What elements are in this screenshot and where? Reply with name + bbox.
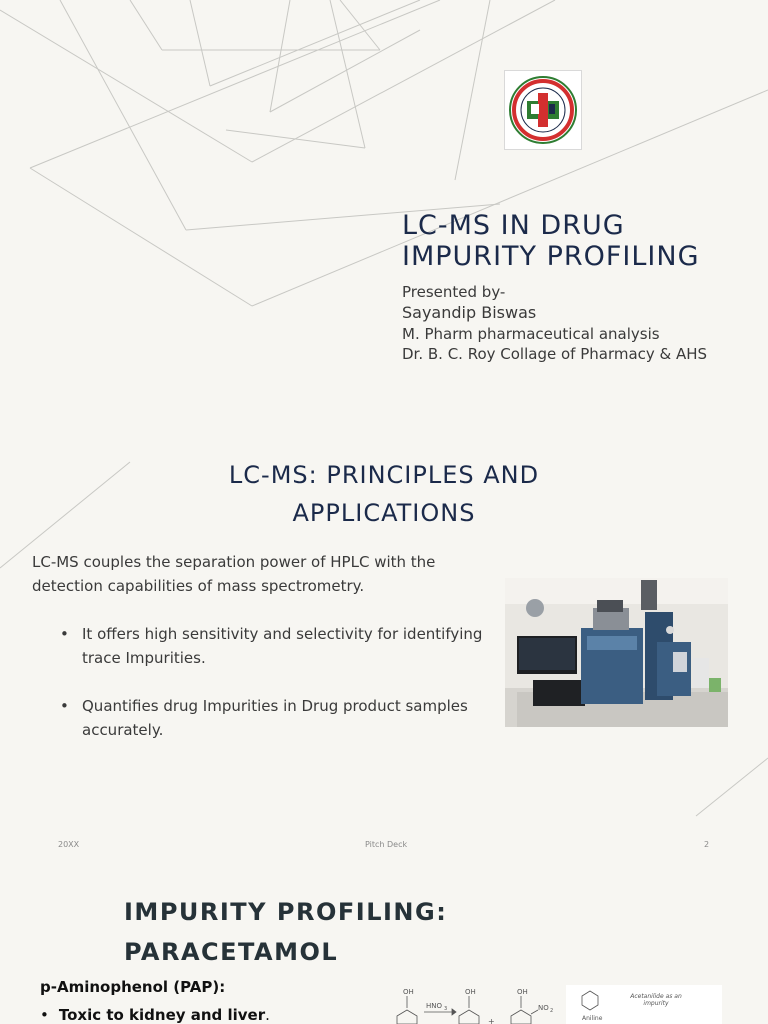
bullet-text: Toxic to kidney and liver bbox=[58, 1006, 266, 1024]
bullet-list bbox=[32, 622, 500, 766]
impurity-profiling-slide bbox=[0, 860, 768, 1024]
slide-title: LC-MS: PRINCIPLES AND APPLICATIONS bbox=[228, 461, 540, 527]
scheme-nitro: NO bbox=[538, 1004, 549, 1012]
footer-date: 20XX bbox=[58, 840, 80, 849]
reaction-scheme bbox=[390, 986, 560, 1024]
list-item bbox=[32, 622, 500, 670]
bullet-icon: • bbox=[60, 625, 69, 643]
principles-slide bbox=[0, 420, 768, 860]
scheme-reagent: HNO bbox=[426, 1002, 443, 1010]
title-slide bbox=[0, 0, 768, 420]
figure-caption: Acetanilide as an impurity bbox=[630, 993, 682, 1007]
subheading: p-Aminophenol (PAP): bbox=[40, 978, 226, 996]
presenter-name: Sayandip Biswas bbox=[402, 303, 537, 322]
slide-title: IMPURITY PROFILING: PARACETAMOL bbox=[124, 898, 448, 966]
presenter-info bbox=[402, 282, 707, 364]
scheme-label: OH bbox=[403, 988, 414, 996]
scheme-label: OH bbox=[465, 988, 476, 996]
bullet-text: It offers high sensitivity and selectivity for identifying trace Impurities. bbox=[82, 625, 483, 667]
lcms-instrument-photo bbox=[505, 578, 728, 727]
presenter-college: Dr. B. C. Roy Collage of Pharmacy & AHS bbox=[402, 345, 708, 363]
bullet-punctuation: . bbox=[265, 1006, 270, 1024]
scheme-label: OH bbox=[517, 988, 528, 996]
presenter-degree: M. Pharm pharmaceutical analysis bbox=[402, 325, 660, 343]
scheme-nitro-subscript: 2 bbox=[550, 1008, 554, 1014]
lab-instrument-image bbox=[505, 578, 728, 727]
scheme-reagent-subscript: 3 bbox=[444, 1006, 448, 1012]
figure-label: Aniline bbox=[582, 1015, 603, 1022]
college-seal-icon bbox=[505, 71, 581, 149]
scheme-plus: + bbox=[488, 1017, 495, 1024]
bullet-text: Quantifies drug Impurities in Drug product samples accurately. bbox=[82, 697, 468, 739]
intro-paragraph: LC-MS couples the separation power of HPLC with the detection capabilities of mass spectrometry. bbox=[32, 553, 436, 595]
footer-page-number: 2 bbox=[704, 840, 710, 849]
list-item bbox=[40, 1006, 270, 1024]
presentation-title: LC-MS IN DRUG IMPURITY PROFILING bbox=[402, 210, 700, 272]
bullet-icon: • bbox=[60, 697, 69, 715]
acetanilide-impurity-figure bbox=[566, 985, 722, 1024]
footer-title: Pitch Deck bbox=[365, 840, 408, 849]
bullet-icon: • bbox=[40, 1006, 49, 1024]
college-logo bbox=[504, 70, 582, 150]
list-item bbox=[32, 694, 500, 742]
presented-by-label: Presented by- bbox=[402, 283, 506, 301]
